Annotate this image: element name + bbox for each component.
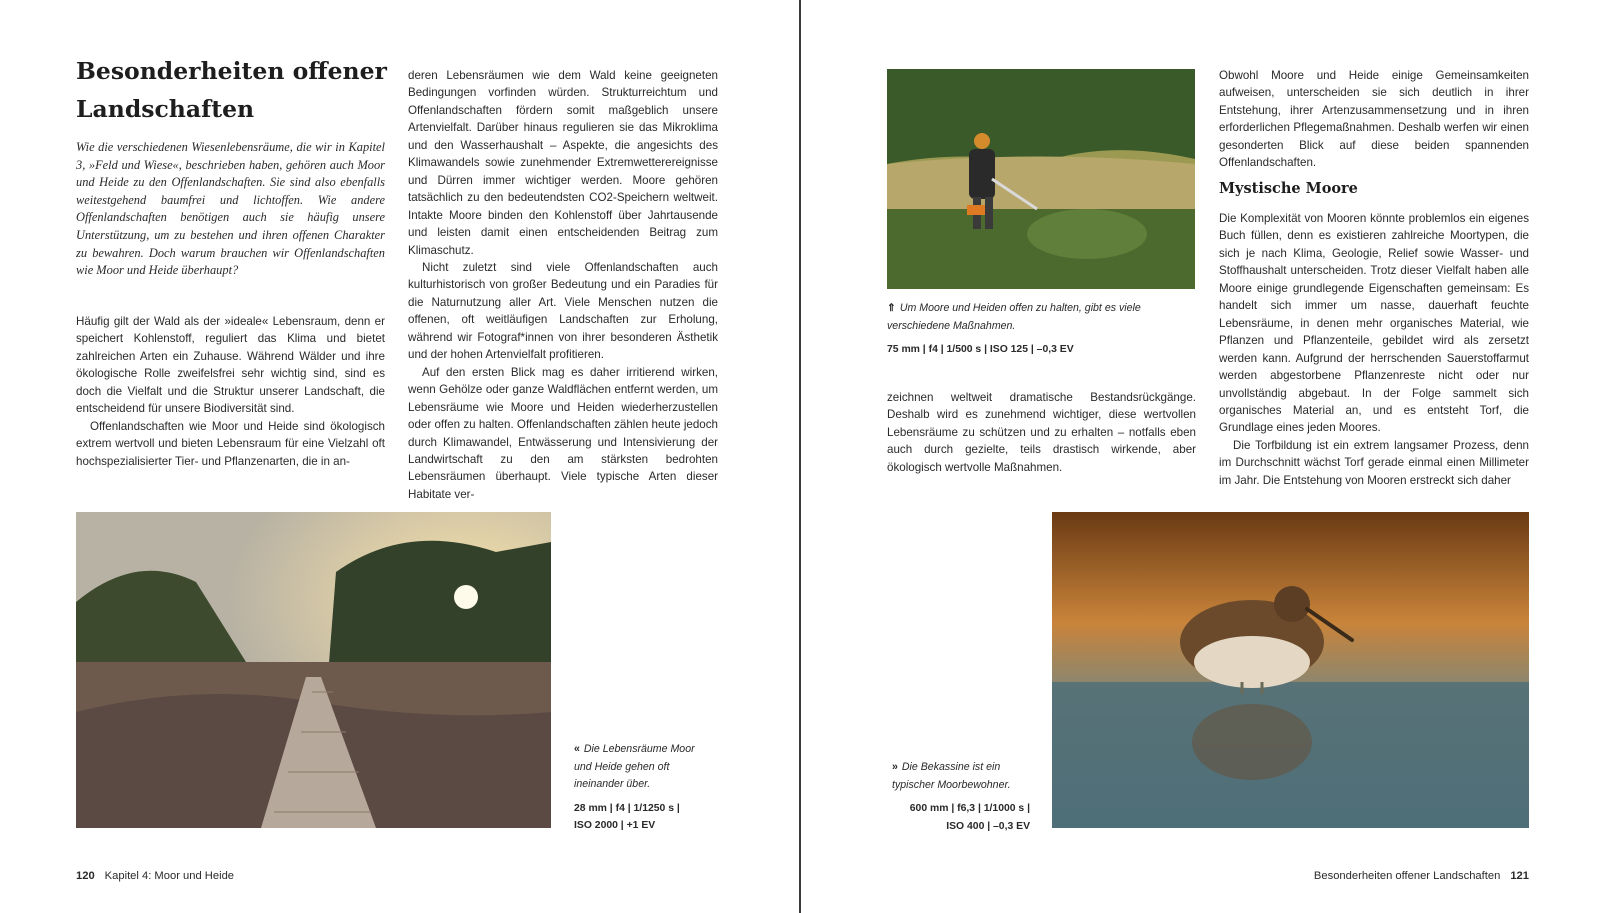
- boardwalk-heath-photo: [76, 512, 551, 828]
- paragraph: Die Komplexität von Mooren könnte problemlos ein eigenes Buch füllen, denn es existieren zahlreiche Moortypen, die sich je nach Klima, Geologie, Relief sowie Wasser- und Stoffhaushalt unterscheiden. Trotz dieser Vielfalt haben alle Moore einige grundlegende Eigenschaften gemeinsam: Es handelt sich immer um nasse, dauerhaft feuchte Lebensräume, in denen mehr organisches Material, wie Pflanzen und Pflanzenteile, gebildet wird als zersetzt werden kann. Aufgrund der herrschenden Sauerstoffarmut werden abgestorbene Pflanzenreste nicht oder nur unvollständig abgebaut. In der Folge sammelt sich organisches Material an, und es entsteht Torf, die Grundlage eines jeden Moores.: [1219, 212, 1529, 435]
- photo-caption-boardwalk: [574, 741, 714, 835]
- caption-text: Um Moore und Heiden offen zu halten, gibt es viele verschiedene Maßnahmen.: [887, 302, 1141, 332]
- paragraph: Offenlandschaften wie Moor und Heide sind ökologisch extrem wertvoll und bieten Lebensraum für eine Vielzahl oft hochspezialisierter Tier- und Pflanzenarten, die in an-: [76, 419, 385, 468]
- caption-text: Die Bekassine ist ein typischer Moorbewohner.: [892, 761, 1011, 791]
- spread-gutter-line: [799, 0, 801, 913]
- caption-arrow-icon: «: [574, 743, 580, 755]
- paragraph: zeichnen weltweit dramatische Bestandsrückgänge. Deshalb wird es zunehmend wichtiger, diese wertvollen Lebensräume zu schützen und zu erhalten – notfalls eben auch durch gezielte, teils drastisch wirkende, aber ökologisch wertvolle Maßnahmen.: [887, 391, 1196, 474]
- exif-line: ISO 400 | –0,3 EV: [946, 820, 1030, 832]
- caption-arrow-up-icon: ⇑: [887, 302, 896, 314]
- body-column-3: [887, 389, 1196, 476]
- mowing-worker-photo: [887, 69, 1195, 289]
- exif-line: 28 mm | f4 | 1/1250 s |: [574, 802, 680, 814]
- running-head: Besonderheiten offener Landschaften: [1313, 870, 1501, 882]
- body-column-4: [1219, 210, 1529, 489]
- exif-line: ISO 2000 | +1 EV: [574, 820, 656, 831]
- photo-caption-mowing: [887, 300, 1187, 359]
- caption-text: Die Lebensräume Moor und Heide gehen oft ineinander über.: [574, 743, 695, 790]
- paragraph: Obwohl Moore und Heide einige Gemeinsamkeiten aufweisen, unterscheiden sie sich deutlich in ihrer Entstehung, ihrer Artenzusammensetzung und in ihren erforderlichen Pflegemaßnahmen. Deshalb werfen wir einen gesonderten Blick auf diese beiden spannenden Offenlandschaften.: [1219, 69, 1529, 170]
- exif-line: 75 mm | f4 | 1/500 s | ISO 125 | –0,3 EV: [887, 344, 1074, 355]
- caption-arrow-icon: »: [892, 761, 898, 773]
- footer-right: [1314, 870, 1529, 882]
- page-number: 121: [1510, 870, 1529, 882]
- paragraph: Die Torfbildung ist ein extrem langsamer Prozess, denn im Durchschnitt wächst Torf gerade einmal einen Millimeter im Jahr. Die Entstehung von Mooren erstreckt sich daher: [1219, 438, 1529, 487]
- footer-left: [76, 870, 234, 882]
- snipe-bird-photo: [1052, 512, 1529, 828]
- paragraph: Häufig gilt der Wald als der »ideale« Lebensraum, denn er speichert Kohlenstoff, reguliert das Klima und bietet zahlreichen Arten ein Zuhause. Während Wälder und ihre ökologische Rolle zweifelsfrei sehr wichtig sind, sind es doch die Vielfalt und die Struktur unserer Landschaft, die entscheidend für unsere Biodiversität sind.: [76, 315, 385, 416]
- body-column-2: [408, 67, 718, 503]
- page-number: 120: [76, 870, 95, 882]
- exif-line: 600 mm | f6,3 | 1/1000 s |: [909, 803, 1030, 814]
- paragraph: Nicht zuletzt sind viele Offenlandschaften auch kulturhistorisch von großer Bedeutung und ein Paradies für die Naturnutzung aller Art. Viele Menschen nutzen die offenen, oft weitläufigen Landschaften zur Erholung, während wir Fotograf*innen von ihrer besonderen Ästhetik und der hohen Artenvielfalt profitieren.: [408, 260, 718, 362]
- photo-caption-snipe: [870, 759, 1030, 835]
- paragraph: Auf den ersten Blick mag es daher irritierend wirken, wenn Gehölze oder ganze Waldflächen entfernt werden, um Lebensräume wie Moore und Heiden wiederherzustellen oder offen zu halten. Offenlandschaften zählen heute jedoch durch Klimawandel, Entwässerung und Intensivierung der Landwirtschaft zu den am stärksten bedrohten Lebensräumen überhaupt. Viele typische Arten dieser Habitate ver-: [408, 365, 718, 501]
- page-title: Besonderheiten offener Landschaften: [76, 57, 387, 123]
- body-column-1: [76, 313, 385, 470]
- body-column-4-intro: [1219, 67, 1529, 172]
- lead-paragraph: Wie die verschiedenen Wiesenlebensräume, die wir in Kapitel 3, »Feld und Wiese«, beschrieben haben, gehören auch Moor und Heide zu den Offenlandschaften. Sie sind also ebenfalls weitestgehend baumfrei und lichtoffen. Wie andere Offenlandschaften benötigen auch sie häufig unsere Unterstützung, um zu bestehen und ihren offenen Charakter zu bewahren. Doch warum brauchen wir Offenlandschaften wie Moor und Heide überhaupt?: [76, 140, 385, 278]
- paragraph: deren Lebensräumen wie dem Wald keine geeigneten Bedingungen vorfinden würden. Strukturreichtum und Offenlandschaften fördern somit maßgeblich unsere Artenvielfalt. Darüber hinaus regulieren sie das Mikroklima und den Wasserhaushalt – Aspekte, die angesichts des Klimawandels sowie zunehmender Extremwetterereignisse und Dürren immer wichtiger werden. Moore gehören tatsächlich zu den bedeutendsten CO2-Speichern weltweit. Intakte Moore binden den Kohlenstoff über Jahrtausende und leisten damit einen entscheidenden Beitrag zum Klimaschutz.: [408, 69, 718, 257]
- running-head: Kapitel 4: Moor und Heide: [104, 870, 235, 882]
- section-subheading: Mystische Moore: [1219, 180, 1358, 197]
